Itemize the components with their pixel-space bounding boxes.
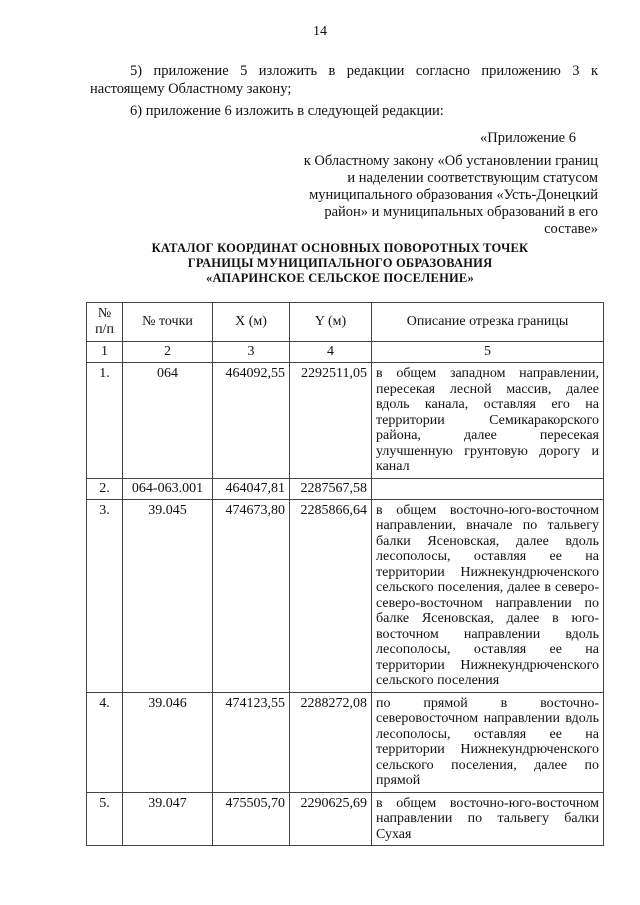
row-y: 2290625,69 <box>290 792 372 846</box>
index-cell: 1 <box>87 342 123 363</box>
row-description: в общем восточно-юго-восточном направлении по тальвегу балки Сухая <box>372 792 604 846</box>
row-point: 064 <box>123 363 213 479</box>
catalog-title <box>100 241 580 286</box>
row-num: 5. <box>87 792 123 846</box>
index-cell: 5 <box>372 342 604 363</box>
table-row <box>87 692 604 792</box>
header-x: X (м) <box>213 303 290 342</box>
row-description: в общем восточно-юго-восточном направлении, вначале по тальвегу балки Ясеновская, далее вдоль лесополосы, оставляя ее на территории Нижнекундрюченского сельского поселения, далее в северо-северо-восточном направлении по балке Ясеновская, далее в юго-восточном направлении вдоль лесополосы, оставляя ее на территории Нижнекундрюченского сельского поселения <box>372 499 604 692</box>
row-point: 39.045 <box>123 499 213 692</box>
paragraph-item-6-text: 6) приложение 6 изложить в следующей редакции: <box>130 103 444 119</box>
row-y: 2287567,58 <box>290 478 372 499</box>
row-num: 3. <box>87 499 123 692</box>
table-row <box>87 363 604 479</box>
row-y: 2292511,05 <box>290 363 372 479</box>
appendix-heading <box>300 130 598 238</box>
header-num: № п/п <box>87 303 123 342</box>
row-num: 1. <box>87 363 123 479</box>
paragraph-item-6 <box>90 102 598 120</box>
row-description: в общем западном направлении, пересекая лесной массив, далее вдоль канала, оставляя его на территории Семикаракорского района, далее пересекая улучшенную грунтовую дорогу и канал <box>372 363 604 479</box>
catalog-title-line-2: ГРАНИЦЫ МУНИЦИПАЛЬНОГО ОБРАЗОВАНИЯ <box>187 256 493 270</box>
table-row <box>87 792 604 846</box>
row-point: 39.047 <box>123 792 213 846</box>
index-cell: 2 <box>123 342 213 363</box>
header-description: Описание отрезка границы <box>372 303 604 342</box>
paragraph-item-5-text: 5) приложение 5 изложить в редакции согласно приложению 3 к настоящему Областному закону; <box>90 63 598 97</box>
catalog-title-line-3: «АПАРИНСКОЕ СЕЛЬСКОЕ ПОСЕЛЕНИЕ» <box>206 271 474 285</box>
index-cell: 4 <box>290 342 372 363</box>
row-y: 2288272,08 <box>290 692 372 792</box>
row-num: 4. <box>87 692 123 792</box>
page-number: 14 <box>313 24 327 39</box>
index-cell: 3 <box>213 342 290 363</box>
row-x: 474673,80 <box>213 499 290 692</box>
header-point: № точки <box>123 303 213 342</box>
coordinates-table <box>86 302 604 846</box>
header-y: Y (м) <box>290 303 372 342</box>
row-description <box>372 478 604 499</box>
row-point: 39.046 <box>123 692 213 792</box>
appendix-title: «Приложение 6 <box>480 130 576 146</box>
paragraph-item-5 <box>90 62 598 98</box>
appendix-description: к Областному закону «Об установлении границ и наделении соответствующим статусом муниципального образования «Усть-Донецкий район» и муниципальных образований в его составе» <box>303 153 598 237</box>
row-y: 2285866,64 <box>290 499 372 692</box>
row-x: 464092,55 <box>213 363 290 479</box>
catalog-title-line-1: КАТАЛОГ КООРДИНАТ ОСНОВНЫХ ПОВОРОТНЫХ ТОЧЕК <box>151 241 529 255</box>
row-point: 064-063.001 <box>123 478 213 499</box>
row-x: 475505,70 <box>213 792 290 846</box>
row-description: по прямой в восточно-северовосточном направлении вдоль лесополосы, оставляя ее на территории Нижнекундрюченского сельского поселения, далее по прямой <box>372 692 604 792</box>
table-index-row <box>87 342 604 363</box>
table-header-row <box>87 303 604 342</box>
table-row <box>87 499 604 692</box>
row-x: 464047,81 <box>213 478 290 499</box>
row-x: 474123,55 <box>213 692 290 792</box>
table-row <box>87 478 604 499</box>
row-num: 2. <box>87 478 123 499</box>
